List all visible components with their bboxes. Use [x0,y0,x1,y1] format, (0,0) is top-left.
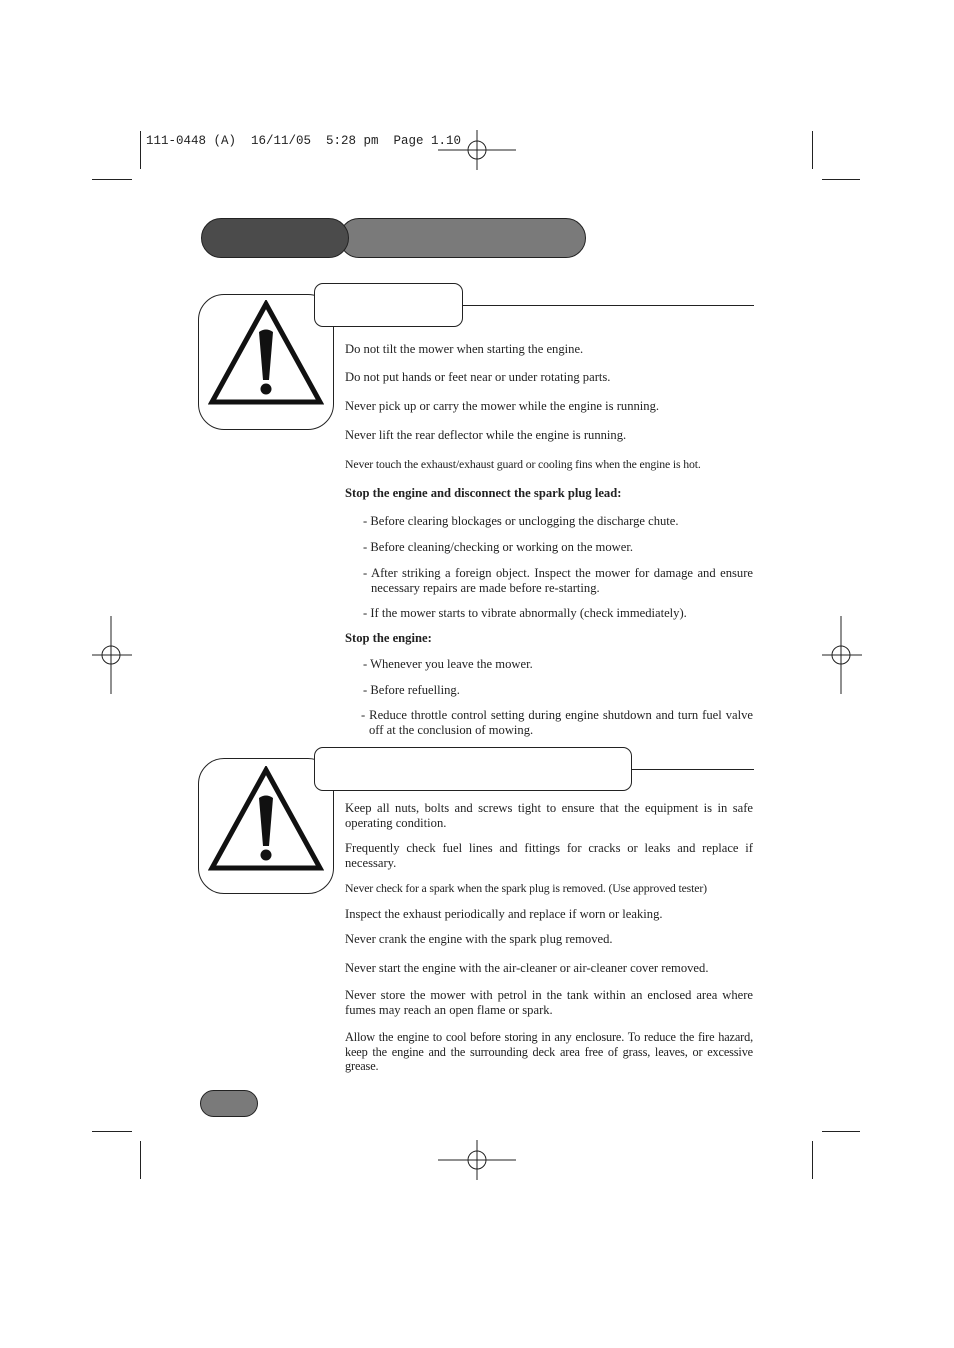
bullet-item: - After striking a foreign object. Inspect the mower for damage and ensure necessary repairs are made before re-starting. [363,566,753,595]
crop-mark [92,179,132,180]
header-tab-title [339,218,586,258]
registration-mark-icon [438,1140,516,1180]
section-rule [632,769,754,770]
safety-item: Do not put hands or feet near or under rotating parts. [345,370,611,384]
bullet-item: - If the mower starts to vibrate abnormally (check immediately). [363,606,687,620]
maintenance-item: Allow the engine to cool before storing in any enclosure. To reduce the fire hazard, keep the engine and the surrounding deck area free of grass, leaves, or excessive grease. [345,1030,753,1073]
section-label-box [314,747,632,791]
bullet-item: - Before refuelling. [363,683,460,697]
crop-mark [92,1131,132,1132]
warning-triangle-icon [208,766,324,872]
maintenance-item: Never start the engine with the air-cleaner or air-cleaner cover removed. [345,961,709,975]
safety-item: Never touch the exhaust/exhaust guard or cooling fins when the engine is hot. [345,457,701,471]
safety-item: Never lift the rear deflector while the engine is running. [345,428,627,442]
maintenance-item: Frequently check fuel lines and fittings for cracks or leaks and replace if necessary. [345,841,753,870]
warning-triangle-icon [208,300,324,406]
maintenance-item: Never check for a spark when the spark plug is removed. (Use approved tester) [345,881,707,895]
section-label-box [314,283,463,327]
maintenance-item: Never store the mower with petrol in the tank within an enclosed area where fumes may reach an open flame or spark. [345,988,753,1017]
crop-mark [822,1131,860,1132]
bullet-item: - Reduce throttle control setting during engine shutdown and turn fuel valve off at the conclusion of mowing. [361,708,753,737]
bullet-item: - Whenever you leave the mower. [363,657,533,671]
bullet-item: - Before clearing blockages or unclogging the discharge chute. [363,514,679,528]
section-rule [463,305,754,306]
safety-item: Never pick up or carry the mower while the engine is running. [345,399,660,413]
maintenance-item: Never crank the engine with the spark plug removed. [345,932,613,946]
subheading: Stop the engine: [345,631,432,645]
safety-item: Do not tilt the mower when starting the engine. [345,342,584,356]
subheading: Stop the engine and disconnect the spark plug lead: [345,486,622,500]
page-number-pill [200,1090,258,1117]
crop-mark [812,131,813,169]
registration-mark-icon [822,616,862,694]
maintenance-item: Keep all nuts, bolts and screws tight to ensure that the equipment is in safe operating condition. [345,801,753,830]
crop-mark [822,179,860,180]
print-slug: 111-0448 (A) 16/11/05 5:28 pm Page 1.10 [146,134,462,148]
crop-mark [812,1141,813,1179]
header-tab-section [201,218,349,258]
registration-mark-icon [92,616,132,694]
crop-mark [140,131,141,169]
crop-mark [140,1141,141,1179]
bullet-item: - Before cleaning/checking or working on the mower. [363,540,633,554]
maintenance-item: Inspect the exhaust periodically and replace if worn or leaking. [345,907,663,921]
